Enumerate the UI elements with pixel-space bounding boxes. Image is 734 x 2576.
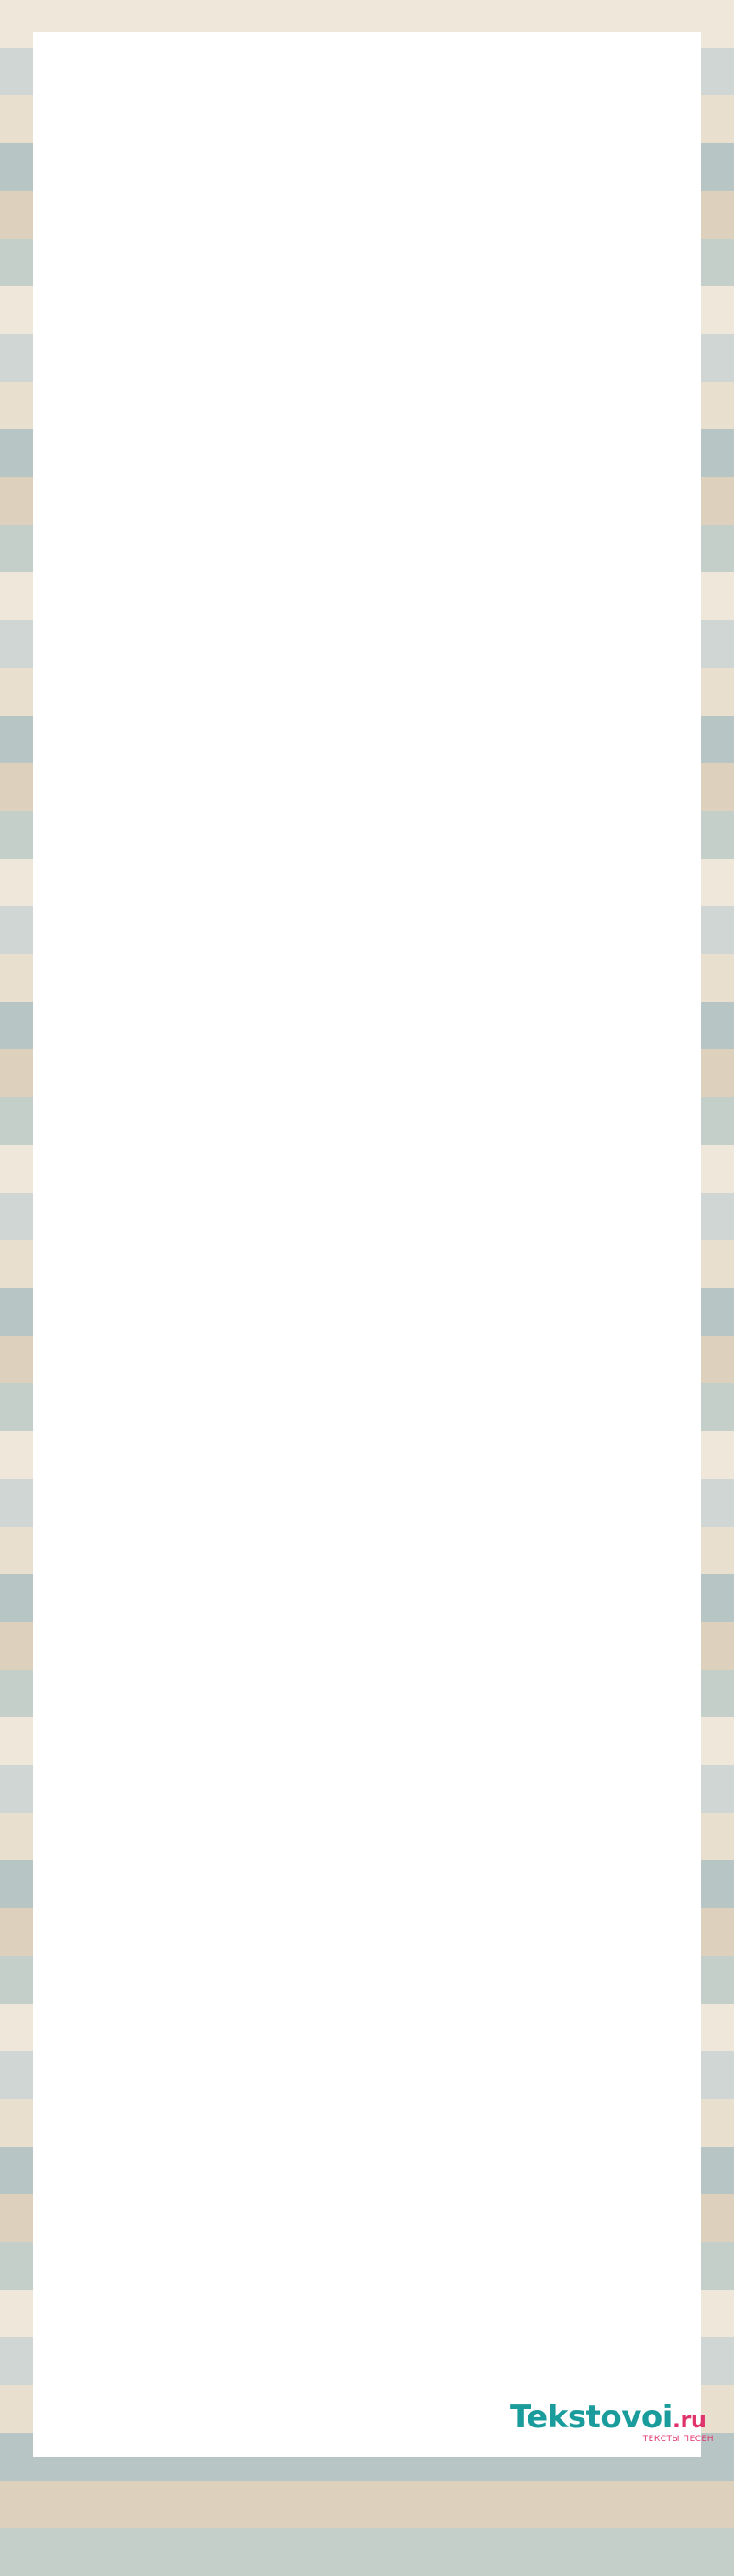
logo-domain: .ru xyxy=(672,2407,706,2433)
logo-tagline: ТЕКСТЫ ПЕСЕН xyxy=(642,2435,714,2444)
logo-name: Tekstovoi xyxy=(510,2399,673,2436)
lyrics-card xyxy=(33,32,701,2457)
site-logo[interactable] xyxy=(510,2400,717,2444)
